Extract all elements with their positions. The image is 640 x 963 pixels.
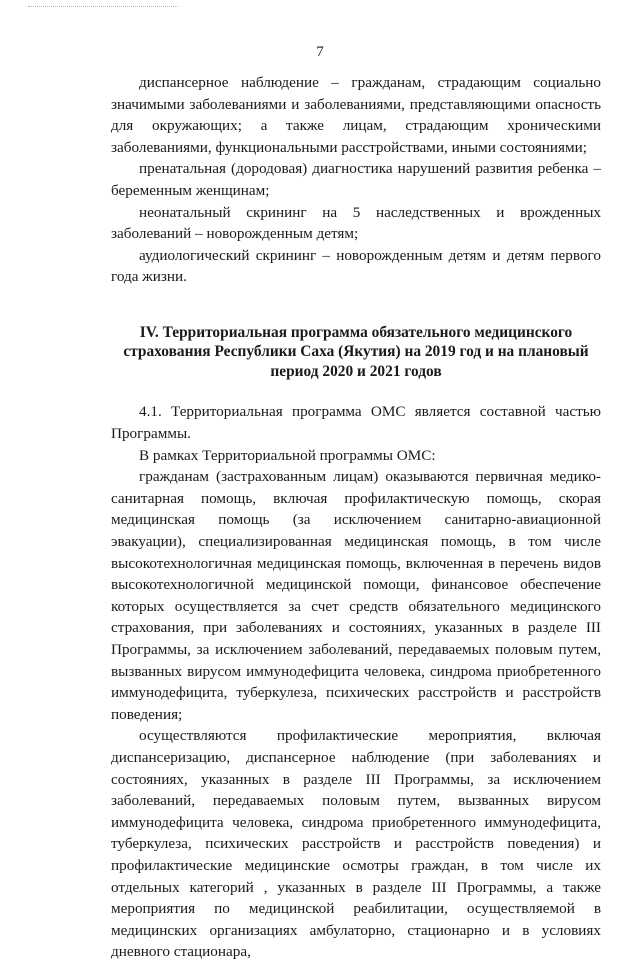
document-body	[111, 72, 601, 963]
paragraph-program-scope: В рамках Территориальной программы ОМС:	[139, 446, 436, 464]
page-number: 7	[316, 44, 324, 60]
paragraph-neonatal-screening: неонатальный скрининг на 5 наследственных и врожденных заболеваний – новорожденным детям;	[111, 203, 601, 243]
paragraph-preventive-measures: осуществляются профилактические мероприятия, включая диспансеризацию, диспансерное наблюдение (при заболеваниях и состояниях, указанных в разделе III Программы, за исключением заболеваний, передаваемых половым путем, вызванных вирусом иммунодефицита человека, синдрома приобретенного иммунодефицита, туберкулеза, психических расстройств и расстройств поведения) и профилактические медицинские осмотры граждан, в том числе их отдельных категорий , указанных в разделе III Программы, а также мероприятия по медицинской реабилитации, осуществляемой в медицинских организациях амбулаторно, стационарно и в условиях дневного стационара,	[111, 727, 601, 961]
paragraph-4-1: 4.1. Территориальная программа ОМС является составной частью Программы.	[111, 403, 601, 443]
scan-artifact	[28, 6, 178, 13]
paragraph-prenatal-diagnostics: пренатальная (дородовая) диагностика нарушений развития ребенка – беременным женщинам;	[111, 160, 601, 199]
section-heading: IV. Территориальная программа обязательного медицинского страхования Республики Саха (Якутия) на 2019 год и на плановый период 2020 и 2021 годов	[123, 323, 589, 380]
paragraph-audiological-screening: аудиологический скрининг – новорожденным детям и детям первого года жизни.	[111, 246, 601, 286]
paragraph-care-provided: гражданам (застрахованным лицам) оказываются первичная медико-санитарная помощь, включая профилактическую помощь, скорая медицинская помощь (за исключением санитарно-авиационной эвакуации), специализированная медицинская помощь, в том числе высокотехнологичная медицинская помощь, включенная в перечень видов высокотехнологичной медицинской помощи, финансовое обеспечение которых осуществляется за счет средств обязательного медицинского страхования, при заболеваниях и состояниях, указанных в разделе III Программы, за исключением заболеваний, передаваемых половым путем, вызванных вирусом иммунодефицита человека, синдрома приобретенного иммунодефицита, туберкулеза, психических расстройств и расстройств поведения;	[111, 468, 601, 723]
paragraph-dispensary-observation: диспансерное наблюдение – гражданам, страдающим социально значимыми заболеваниями и заболеваниями, представляющими опасность для окружающих; а также лицам, страдающим хроническими заболеваниями, функциональными расстройствами, иными состояниями;	[111, 74, 601, 156]
